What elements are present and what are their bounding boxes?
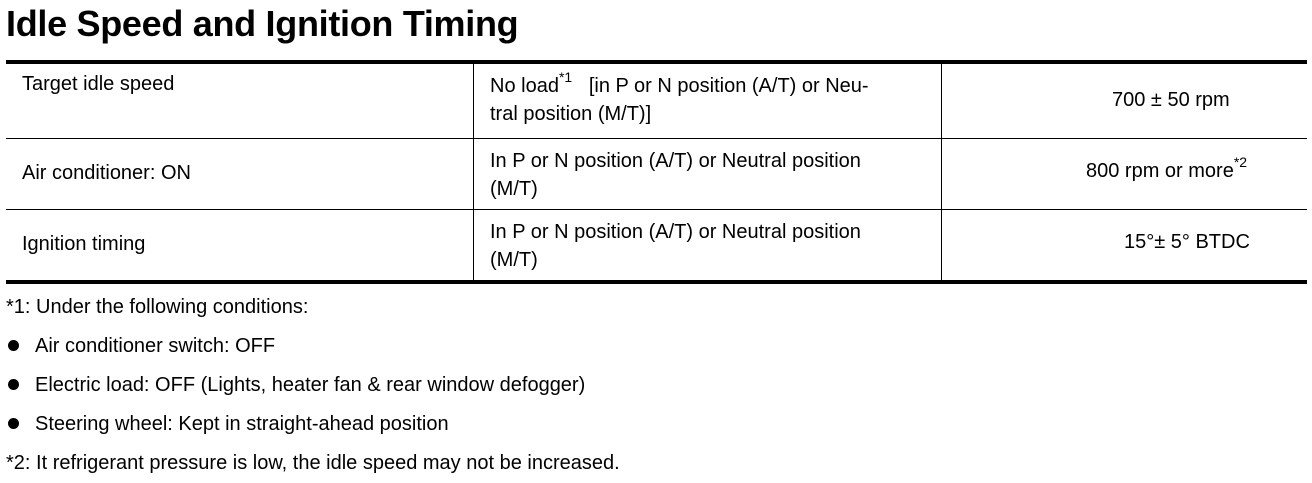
bullet-text: Electric load: OFF (Lights, heater fan & rear window defogger) [35, 374, 586, 396]
footnote-ref: *2 [1233, 154, 1248, 171]
table-row [6, 139, 1307, 210]
condition-text [474, 210, 941, 274]
footnote-1: *1: Under the following conditions: [6, 296, 309, 318]
condition-line2: tral position (M/T)] [490, 103, 652, 125]
bullet-text: Air conditioner switch: OFF [35, 335, 276, 357]
condition-main: No load [490, 75, 559, 97]
condition-text [474, 139, 941, 203]
value-text: 15°± 5° BTDC [1124, 231, 1250, 253]
condition-main: In P or N position (A/T) or Neutral position [490, 221, 861, 243]
bullet-icon [8, 418, 19, 429]
bullet-icon [8, 340, 19, 351]
table-row [6, 210, 1307, 283]
item-cell [6, 210, 474, 283]
value-cell [942, 62, 1308, 139]
list-item [6, 405, 620, 444]
bullet-text: Steering wheel: Kept in straight-ahead position [35, 413, 449, 435]
condition-text [474, 64, 941, 128]
condition-main: In P or N position (A/T) or Neutral position [490, 150, 861, 172]
item-cell [6, 62, 474, 139]
table-row [6, 62, 1307, 139]
list-item [6, 366, 620, 405]
condition-cell [474, 139, 942, 210]
item-label: Air conditioner: ON [22, 162, 191, 184]
condition-line2: (M/T) [490, 178, 538, 200]
value-text: 700 ± 50 rpm [1112, 89, 1230, 111]
list-item [6, 327, 620, 366]
value-text [942, 139, 1307, 185]
item-label: Target idle speed [22, 73, 175, 95]
footnote-2: *2: It refrigerant pressure is low, the idle speed may not be increased. [6, 452, 620, 474]
condition-cell [474, 62, 942, 139]
page-title: Idle Speed and Ignition Timing [6, 3, 519, 44]
value-main: 800 rpm or more [1086, 160, 1234, 182]
bullet-icon [8, 379, 19, 390]
value-cell [942, 210, 1308, 283]
footnote-ref: *1 [558, 69, 573, 86]
condition-line2: (M/T) [490, 249, 538, 271]
item-cell [6, 139, 474, 210]
spec-table [6, 60, 1307, 284]
value-cell [942, 139, 1308, 210]
condition-rest: [in P or N position (A/T) or Neu- [572, 75, 869, 97]
item-label: Ignition timing [22, 233, 146, 255]
condition-cell [474, 210, 942, 283]
footnotes [6, 288, 620, 483]
